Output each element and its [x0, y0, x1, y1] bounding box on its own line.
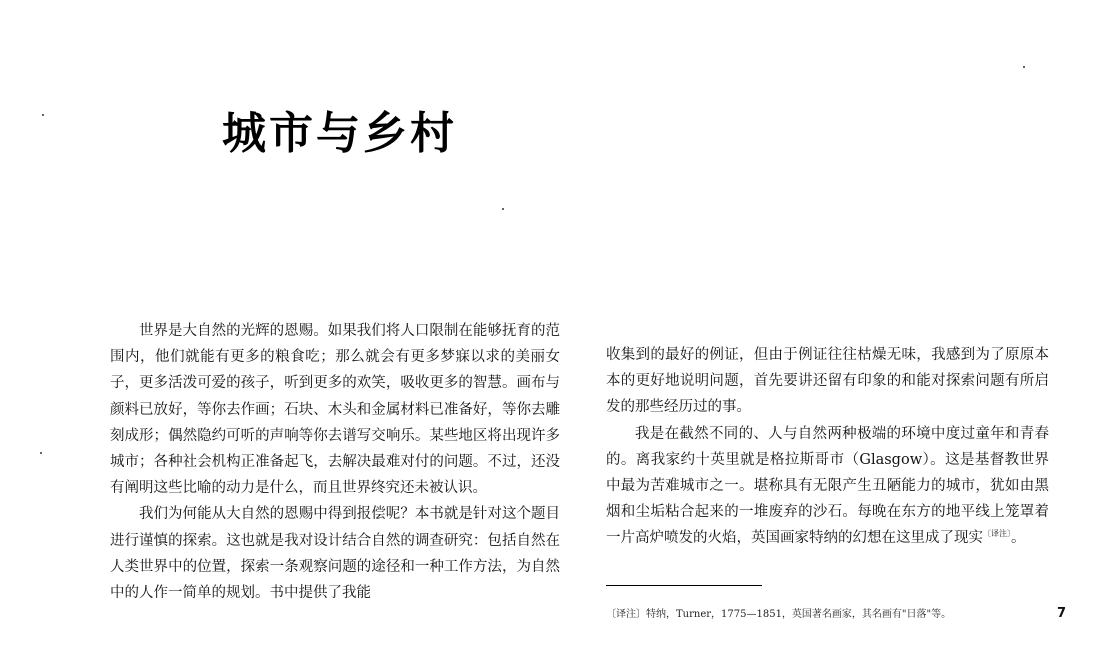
left-column	[110, 318, 560, 606]
page-number: 7	[1057, 606, 1067, 621]
scan-speck	[1023, 66, 1025, 68]
translator-note-marker[interactable]: 〔译注〕	[983, 529, 1011, 539]
right-paragraph-2	[606, 421, 1049, 552]
page-title: 城市与乡村	[222, 108, 457, 159]
footnote-divider	[606, 585, 762, 586]
left-paragraph-2: 我们为何能从大自然的恩赐中得到报偿呢？本书就是针对这个题目进行谨慎的探索。这也就是我对设计结合自然的调查研究：包括自然在人类世界中的位置，探索一条观察问题的途径和一种工作方法，为自然中的人作一简单的规划。书中提供了我能	[110, 506, 560, 602]
right-paragraph-2-end: 。	[1011, 530, 1026, 547]
left-paragraph-1: 世界是大自然的光辉的恩赐。如果我们将人口限制在能够抚育的范围内，他们就能有更多的粮食吃；那么就会有更多梦寐以求的美丽女子，更多活泼可爱的孩子，听到更多的欢笑，吸收更多的智慧。画布与颜料已放好，等你去作画；石块、木头和金属材料已准备好，等你去雕刻成形；偶然隐约可听的声响等你去谱写交响乐。某些地区将出现许多城市；各种社会机构正准备起飞，去解决最难对付的问题。不过，还没有阐明这些比喻的动力是什么，而且世界终究还未被认识。	[110, 323, 560, 497]
right-paragraph-1: 收集到的最好的例证，但由于例证往往枯燥无味，我感到为了原原本本的更好地说明问题，首先要讲还留有印象的和能对探索问题有所启发的那些经历过的事。	[606, 347, 1049, 416]
scan-speck	[502, 208, 504, 210]
right-paragraph-2-text: 我是在截然不同的、人与自然两种极端的环境中度过童年和青春的。离我家约十英里就是格拉斯哥市（Glasgow）。这是基督教世界中最为苦难城市之一。堪称具有无限产生丑陋能力的城市，犹如由黑烟和尘垢粘合起来的一堆废弃的沙石。每晚在东方的地平线上笼罩着一片高炉喷发的火焰，英国画家特纳的幻想在这里成了现实	[606, 425, 1049, 547]
right-column	[606, 342, 1049, 552]
scan-speck	[42, 114, 44, 116]
footnote: 〔译注〕特纳，Turner，1775—1851，英国著名画家，其名画有"日落"等。	[606, 609, 952, 620]
scan-speck	[40, 452, 42, 454]
